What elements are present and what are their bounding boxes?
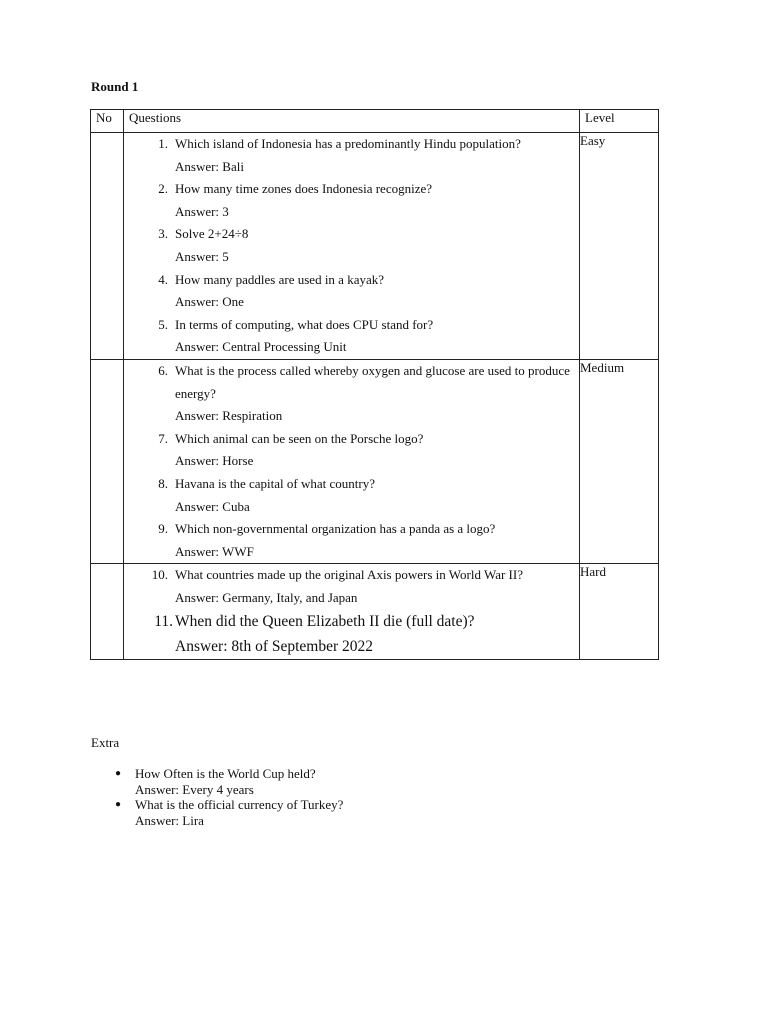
question-text: How many paddles are used in a kayak?: [175, 271, 385, 287]
question-number: 7.: [158, 430, 168, 446]
table-header-row: [91, 110, 659, 133]
extra-answer: Answer: Lira: [135, 812, 204, 828]
question-text: What countries made up the original Axis powers in World War II?: [175, 567, 523, 583]
table-row-easy: [91, 133, 659, 360]
question-list: [124, 133, 579, 359]
level-cell-easy: Easy: [580, 133, 659, 360]
question-answer: Answer: Horse: [175, 453, 254, 469]
question-item: [124, 564, 571, 609]
question-item: [124, 609, 571, 659]
question-number: 6.: [158, 362, 168, 378]
question-item: [124, 133, 571, 178]
question-item: [124, 518, 571, 563]
question-text: Which island of Indonesia has a predominantly Hindu population?: [175, 136, 521, 151]
question-item: [124, 473, 571, 518]
question-text: Solve 2+24÷8: [175, 226, 249, 242]
question-number: 8.: [158, 475, 168, 491]
question-list: [124, 360, 579, 563]
question-text: In terms of computing, what does CPU stand for?: [175, 316, 434, 332]
header-no: No: [91, 110, 124, 133]
header-level: Level: [580, 110, 659, 133]
question-item: [124, 314, 571, 359]
list-item: [112, 766, 343, 797]
extra-question: How Often is the World Cup held?: [135, 766, 316, 781]
question-number: 9.: [158, 521, 168, 537]
questions-cell: [124, 564, 580, 660]
extra-answer: Answer: Every 4 years: [135, 781, 254, 797]
question-answer: Answer: WWF: [175, 543, 254, 559]
question-text: When did the Queen Elizabeth II die (full date)?: [175, 613, 475, 631]
question-text: Havana is the capital of what country?: [175, 475, 375, 491]
question-text: What is the process called whereby oxygen and glucose are used to produce energy?: [175, 362, 570, 401]
table-row-hard: [91, 564, 659, 660]
question-answer: Answer: One: [175, 294, 244, 310]
question-number: 3.: [158, 226, 168, 242]
question-answer: Answer: Cuba: [175, 498, 250, 514]
no-cell: [91, 133, 124, 360]
question-item: [124, 178, 571, 223]
table-row-medium: [91, 359, 659, 563]
bullet-icon: ●: [115, 799, 122, 810]
question-item: [124, 269, 571, 314]
question-answer: Answer: Bali: [175, 158, 244, 174]
questions-cell: [124, 133, 580, 360]
questions-cell: [124, 359, 580, 563]
question-answer: Answer: Germany, Italy, and Japan: [175, 589, 358, 605]
question-list: [124, 564, 579, 659]
question-text: Which animal can be seen on the Porsche logo?: [175, 430, 424, 446]
round-title: Round 1: [91, 79, 139, 94]
question-answer: Answer: Central Processing Unit: [175, 339, 347, 355]
no-cell: [91, 359, 124, 563]
question-number: 10.: [151, 567, 168, 583]
question-answer: Answer: 5: [175, 248, 229, 264]
question-number: 5.: [158, 316, 168, 332]
level-cell-medium: Medium: [580, 359, 659, 563]
question-item: [124, 360, 571, 428]
question-answer: Answer: 3: [175, 203, 229, 219]
header-questions: Questions: [124, 110, 580, 133]
question-item: [124, 223, 571, 268]
question-number: 4.: [158, 271, 168, 287]
question-item: [124, 428, 571, 473]
question-text: How many time zones does Indonesia recognize?: [175, 181, 433, 197]
list-item: [112, 797, 343, 828]
extra-list: [112, 766, 343, 828]
question-answer: Answer: 8th of September 2022: [175, 638, 374, 656]
quiz-table: [90, 109, 659, 660]
question-answer: Answer: Respiration: [175, 408, 283, 424]
question-text: Which non-governmental organization has a panda as a logo?: [175, 521, 496, 537]
bullet-icon: ●: [115, 768, 122, 779]
no-cell: [91, 564, 124, 660]
question-number: 1.: [158, 136, 168, 151]
extra-title: Extra: [91, 735, 120, 750]
question-number: 11.: [154, 613, 173, 631]
question-number: 2.: [158, 181, 168, 197]
extra-question: What is the official currency of Turkey?: [135, 797, 344, 812]
level-cell-hard: Hard: [580, 564, 659, 660]
